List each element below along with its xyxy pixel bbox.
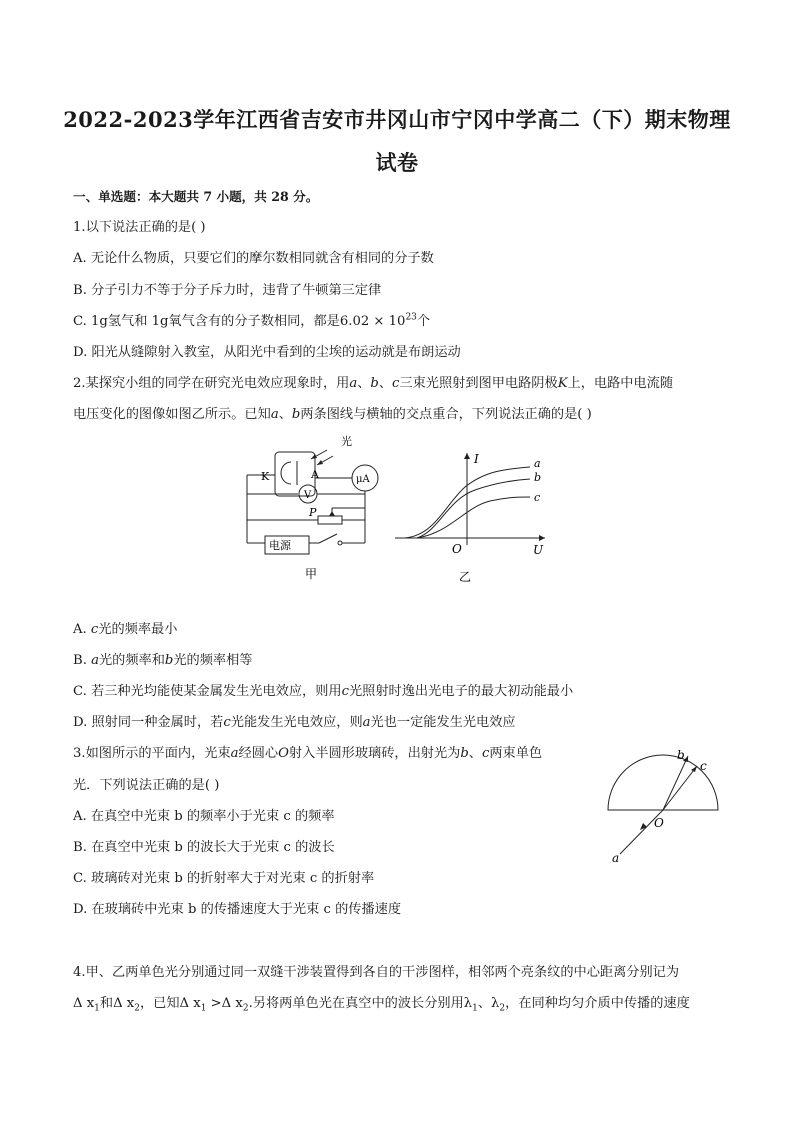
curve-label-b: b [534,471,542,484]
center-label-o: O [654,816,664,830]
curve-label-a: a [534,457,541,470]
question-3-option-c: C. 玻璃砖对光束 b 的折射率大于对光束 c 的折射率 [73,871,375,886]
question-4-stem-line2: Δ $x_1$和Δ $x_2$，已知Δ $x_1 >\Delta$ $x_2$.另将两单色光在真空中的波长分别用$\lambda_1$、$\lambda_2$，在同种均匀介质中传播的速度 [73,996,690,1014]
question-2-option-c: C. 若三种光均能使某金属发生光电效应，则用c光照射时逸出光电子的最大初动能最小 [73,684,574,699]
label-cathode: K [261,470,270,483]
question-1-stem: 1.以下说法正确的是( ) [73,220,206,235]
semicircle-glass-diagram [600,742,725,868]
axis-label-u: U [533,543,544,557]
question-3-option-a: A. 在真空中光束 b 的频率小于光束 c 的频率 [73,809,335,824]
label-power-source: 电源 [269,539,291,552]
curve-label-c: c [534,491,541,504]
label-anode: A [311,468,319,481]
question-3-option-d: D. 在玻璃砖中光束 b 的传播速度大于光束 c 的传播速度 [73,902,402,917]
iu-graph [395,445,555,587]
ray-label-a: a [612,851,620,865]
question-2-stem-line2: 电压变化的图像如图乙所示。已知a、b两条图线与横轴的交点重合，下列说法正确的是( ) [73,407,592,422]
ray-label-b: b [677,748,685,762]
question-3-option-b: B. 在真空中光束 b 的波长大于光束 c 的波长 [73,840,335,855]
ray-label-c: c [700,759,707,773]
question-3-stem-line1: 3.如图所示的平面内，光束a经圆心O射入半圆形玻璃砖，出射光为b、c两束单色 [73,746,543,761]
caption-jia: 甲 [305,567,318,581]
circuit-diagram [235,428,385,586]
question-1-option-b: B. 分子引力不等于分子斥力时，违背了牛顿第三定律 [73,283,382,298]
question-4-stem-line1: 4.甲、乙两单色光分别通过同一双缝干涉装置得到各自的干涉图样，相邻两个亮条纹的中心距离分别记为 [73,965,680,980]
section-heading: 一、单选题：本大题共 7 小题，共 28 分。 [73,189,319,204]
label-microammeter: μA [356,474,370,485]
caption-yi: 乙 [459,570,472,584]
axis-label-i: I [474,452,479,466]
label-voltmeter: V [304,490,312,501]
question-2-option-a: A. c光的频率最小 [73,622,178,637]
question-3-stem-line2: 光．下列说法正确的是( ) [73,778,220,793]
page-title-line2: 试卷 [375,150,419,175]
question-1-option-a: A. 无论什么物质，只要它们的摩尔数相同就含有相同的分子数 [73,251,434,266]
question-2-option-b: B. a光的频率和b光的频率相等 [73,653,253,668]
question-1-option-d: D. 阳光从缝隙射入教室，从阳光中看到的尘埃的运动就是布朗运动 [73,345,461,360]
label-slider-p: P [309,506,317,519]
question-1-option-c: C. 1g氢气和 1g氧气含有的分子数相同，都是$6.02 \times 10^{23}$个 [73,312,431,329]
question-2-stem-line1: 2.某探究小组的同学在研究光电效应现象时，用a、b、c三束光照射到图甲电路阴极K上，电路中电流随 [73,376,674,391]
origin-label: O [452,542,462,556]
page-title: 2022-2023学年江西省吉安市井冈山市宁冈中学高二（下）期末物理 [63,107,731,132]
label-light: 光 [341,435,352,448]
question-2-option-d: D. 照射同一种金属时，若c光能发生光电效应，则a光也一定能发生光电效应 [73,715,516,730]
